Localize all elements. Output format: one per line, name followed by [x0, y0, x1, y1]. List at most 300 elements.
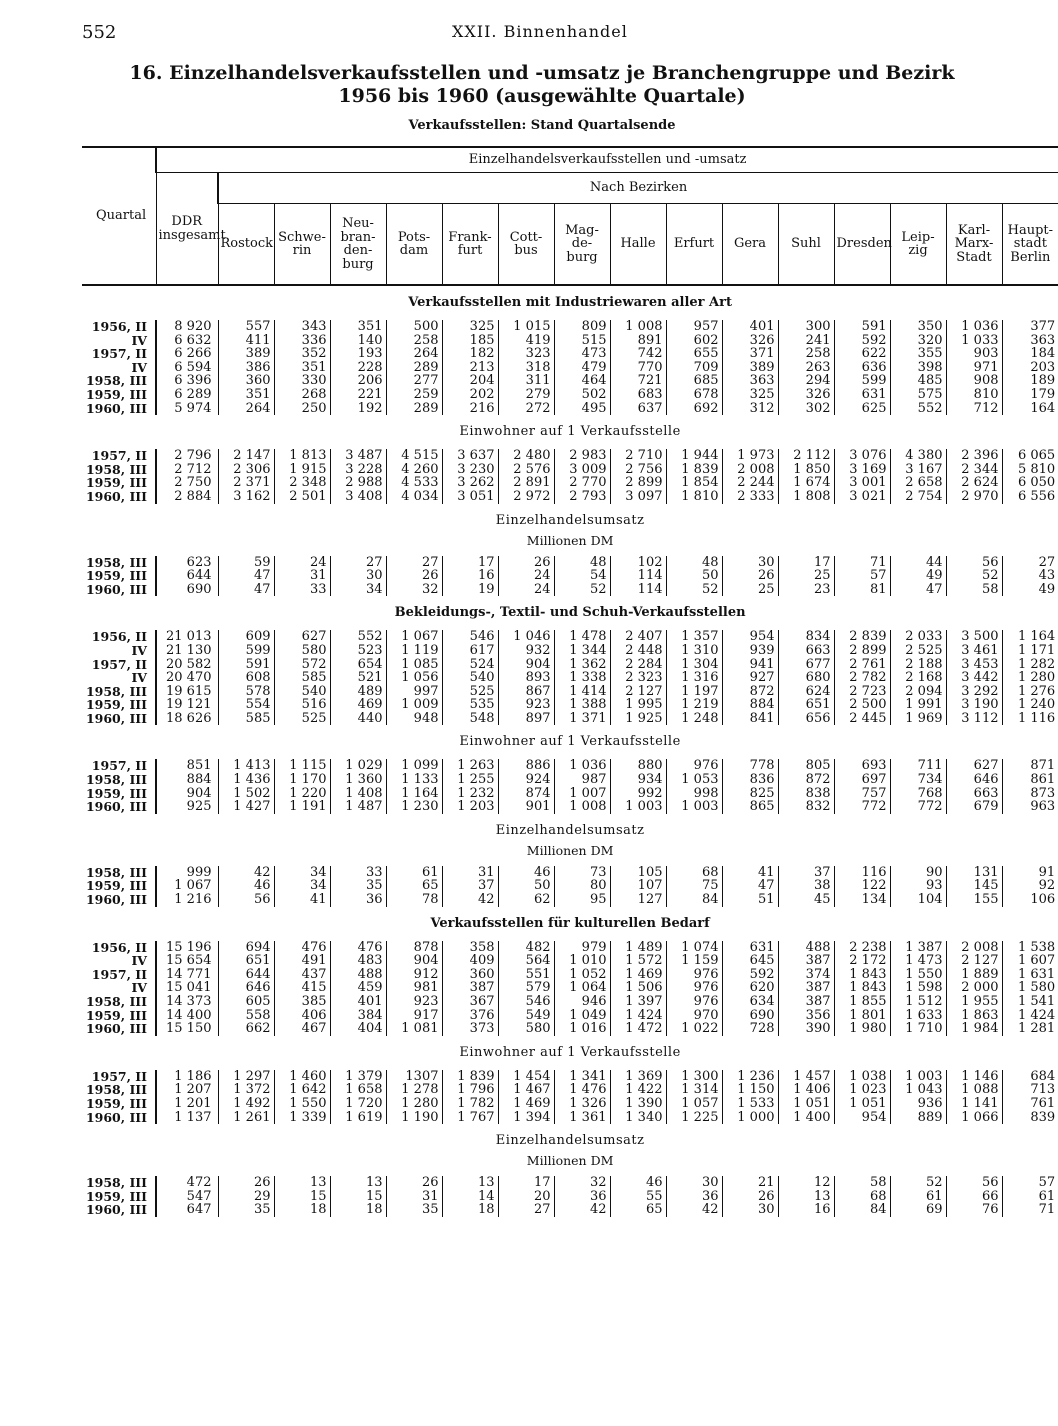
bezirk-value-cell: 1 969 [890, 712, 946, 726]
bezirk-value-cell: 525 [442, 685, 498, 699]
bezirk-value-cell: 351 [330, 320, 386, 334]
bezirk-value-cell: 891 [610, 334, 666, 348]
bezirk-value-cell: 46 [498, 866, 554, 880]
bezirk-value-cell: 924 [498, 773, 554, 787]
bezirk-value-cell: 1 889 [946, 968, 1002, 982]
ddr-total-cell: 6 396 [156, 374, 218, 388]
bezirk-value-cell: 350 [890, 320, 946, 334]
bezirk-value-cell: 1 492 [218, 1097, 274, 1111]
table-row [82, 941, 1058, 955]
bezirk-value-cell: 193 [330, 347, 386, 361]
bezirk-value-cell: 18 [330, 1203, 386, 1217]
bezirk-value-cell: 66 [946, 1190, 1002, 1204]
bezirk-value-cell: 26 [498, 556, 554, 570]
bezirk-value-cell: 479 [554, 361, 610, 375]
bezirk-value-cell: 56 [946, 556, 1002, 570]
quarter-label: 1960, III [85, 400, 147, 416]
bezirk-value-cell: 5 810 [1002, 463, 1058, 477]
header-bezirk-column [554, 204, 610, 286]
bezirk-value-cell: 1 003 [610, 800, 666, 814]
header-bezirk-column [330, 204, 386, 286]
bezirk-value-cell: 387 [442, 981, 498, 995]
bezirk-value-cell: 30 [722, 556, 778, 570]
bezirk-value-cell: 318 [498, 361, 554, 375]
quarter-label: 1959, III [85, 1095, 147, 1111]
bezirk-value-cell: 1 280 [386, 1097, 442, 1111]
quarter-label: 1960, III [85, 710, 147, 726]
bezirk-value-cell: 3 051 [442, 490, 498, 504]
ddr-total-cell: 904 [156, 787, 218, 801]
bezirk-value-cell: 336 [274, 334, 330, 348]
bezirk-value-cell: 1 400 [778, 1111, 834, 1125]
bezirk-value-cell: 1 141 [946, 1097, 1002, 1111]
bezirk-value-cell: 1 387 [890, 941, 946, 955]
bezirk-value-cell: 772 [890, 800, 946, 814]
bezirk-value-cell: 189 [1002, 374, 1058, 388]
bezirk-value-cell: 440 [330, 712, 386, 726]
bezirk-value-cell: 880 [610, 759, 666, 773]
bezirk-value-cell: 645 [722, 954, 778, 968]
bezirk-value-cell: 694 [218, 941, 274, 955]
bezirk-value-cell: 1 038 [834, 1070, 890, 1084]
bezirk-value-cell: 14 [442, 1190, 498, 1204]
bezirk-value-cell: 71 [1002, 1203, 1058, 1217]
bezirk-value-cell: 326 [778, 388, 834, 402]
ddr-total-cell: 15 150 [156, 1022, 218, 1036]
bezirk-value-cell: 873 [1002, 787, 1058, 801]
bezirk-value-cell: 3 500 [946, 630, 1002, 644]
bezirk-value-cell: 3 408 [330, 490, 386, 504]
bezirk-value-cell: 84 [666, 893, 722, 907]
bezirk-value-cell: 998 [666, 787, 722, 801]
bezirk-value-cell: 1 991 [890, 698, 946, 712]
bezirk-value-cell: 970 [666, 1009, 722, 1023]
bezirk-value-cell: 401 [330, 995, 386, 1009]
bezirk-value-cell: 488 [778, 941, 834, 955]
bezirk-value-cell: 1 801 [834, 1009, 890, 1023]
bezirk-value-cell: 1 360 [330, 773, 386, 787]
bezirk-value-cell: 102 [610, 556, 666, 570]
ddr-total-cell: 15 654 [156, 954, 218, 968]
bezirk-value-cell: 1 473 [890, 954, 946, 968]
bezirk-value-cell: 1 314 [666, 1083, 722, 1097]
bezirk-value-cell: 1 406 [778, 1083, 834, 1097]
header-bezirk-column [946, 204, 1002, 286]
bezirk-value-cell: 360 [442, 968, 498, 982]
bezirk-value-cell: 2 396 [946, 449, 1002, 463]
bezirk-value-cell: 13 [330, 1176, 386, 1190]
table-row [82, 1176, 1058, 1190]
bezirk-value-cell: 631 [834, 388, 890, 402]
ddr-total-cell: 20 582 [156, 658, 218, 672]
bezirk-value-cell: 52 [890, 1176, 946, 1190]
bezirk-value-cell: 3 076 [834, 449, 890, 463]
bezirk-value-cell: 93 [890, 879, 946, 893]
quarter-label: 1958, III [85, 683, 147, 699]
bezirk-value-cell: 2 127 [610, 685, 666, 699]
ddr-total-cell: 14 373 [156, 995, 218, 1009]
bezirk-value-cell: 258 [778, 347, 834, 361]
bezirk-value-cell: 1 085 [386, 658, 442, 672]
bezirk-value-cell: 34 [330, 583, 386, 597]
bezirk-value-cell: 2 983 [554, 449, 610, 463]
bezirk-value-cell: 1 056 [386, 671, 442, 685]
bezirk-value-cell: 1 220 [274, 787, 330, 801]
bezirk-value-cell: 540 [442, 671, 498, 685]
bezirk-value-cell: 599 [218, 644, 274, 658]
ddr-total-cell: 5 974 [156, 402, 218, 416]
bezirk-value-cell: 1 133 [386, 773, 442, 787]
bezirk-value-cell: 491 [274, 954, 330, 968]
bezirk-value-cell: 1 232 [442, 787, 498, 801]
bezirk-value-cell: 549 [498, 1009, 554, 1023]
ddr-total-cell: 15 196 [156, 941, 218, 955]
bezirk-value-cell: 2 899 [834, 644, 890, 658]
bezirk-value-cell: 654 [330, 658, 386, 672]
header-bezirk-label: Karl- Marx- Stadt [954, 222, 994, 265]
bezirk-value-cell: 1 074 [666, 941, 722, 955]
bezirk-value-cell: 21 [722, 1176, 778, 1190]
table-row [82, 1097, 1058, 1111]
bezirk-value-cell: 757 [834, 787, 890, 801]
bezirk-value-cell: 4 380 [890, 449, 946, 463]
bezirk-value-cell: 523 [330, 644, 386, 658]
bezirk-value-cell: 591 [218, 658, 274, 672]
bezirk-value-cell: 886 [498, 759, 554, 773]
bezirk-value-cell: 2 008 [722, 463, 778, 477]
bezirk-value-cell: 1 379 [330, 1070, 386, 1084]
table-row [82, 879, 1058, 893]
bezirk-value-cell: 264 [386, 347, 442, 361]
bezirk-value-cell: 65 [610, 1203, 666, 1217]
bezirk-value-cell: 2 323 [610, 671, 666, 685]
table-row [82, 320, 1058, 334]
bezirk-value-cell: 1 159 [666, 954, 722, 968]
bezirk-value-cell: 625 [834, 402, 890, 416]
ddr-total-cell: 2 884 [156, 490, 218, 504]
bezirk-value-cell: 1 414 [554, 685, 610, 699]
header-bezirk-column [218, 204, 274, 286]
header-main: Einzelhandelsverkaufsstellen und -umsatz [156, 147, 1058, 173]
bezirk-value-cell: 1 538 [1002, 941, 1058, 955]
bezirk-value-cell: 535 [442, 698, 498, 712]
bezirk-value-cell: 15 [330, 1190, 386, 1204]
bezirk-value-cell: 761 [1002, 1097, 1058, 1111]
bezirk-value-cell: 2 344 [946, 463, 1002, 477]
bezirk-value-cell: 948 [386, 712, 442, 726]
bezirk-value-cell: 865 [722, 800, 778, 814]
bezirk-value-cell: 1 476 [554, 1083, 610, 1097]
ddr-total-cell: 1 207 [156, 1083, 218, 1097]
bezirk-value-cell: 976 [666, 759, 722, 773]
bezirk-value-cell: 1 316 [666, 671, 722, 685]
bezirk-value-cell: 957 [666, 320, 722, 334]
bezirk-value-cell: 4 034 [386, 490, 442, 504]
bezirk-value-cell: 1 541 [1002, 995, 1058, 1009]
bezirk-value-cell: 2 306 [218, 463, 274, 477]
bezirk-value-cell: 15 [274, 1190, 330, 1204]
bezirk-value-cell: 1 372 [218, 1083, 274, 1097]
subsection-heading [82, 1036, 1058, 1064]
subsection-heading-text: Einwohner auf 1 Verkaufsstelle [459, 424, 681, 440]
bezirk-value-cell: 713 [1002, 1083, 1058, 1097]
bezirk-value-cell: 954 [722, 630, 778, 644]
bezirk-value-cell: 264 [218, 402, 274, 416]
bezirk-value-cell: 1 397 [610, 995, 666, 1009]
bezirk-value-cell: 839 [1002, 1111, 1058, 1125]
bezirk-value-cell: 834 [778, 630, 834, 644]
bezirk-value-cell: 1 081 [386, 1022, 442, 1036]
bezirk-value-cell: 42 [666, 1203, 722, 1217]
bezirk-value-cell: 326 [722, 334, 778, 348]
running-head: XXII. Binnenhandel [452, 22, 628, 41]
bezirk-value-cell: 16 [442, 569, 498, 583]
ddr-total-cell: 925 [156, 800, 218, 814]
bezirk-value-cell: 1 487 [330, 800, 386, 814]
bezirk-value-cell: 47 [218, 583, 274, 597]
bezirk-value-cell: 1 460 [274, 1070, 330, 1084]
bezirk-value-cell: 2 839 [834, 630, 890, 644]
bezirk-value-cell: 35 [330, 879, 386, 893]
bezirk-value-cell: 204 [442, 374, 498, 388]
subsection-heading [82, 504, 1058, 532]
ddr-total-cell: 472 [156, 1176, 218, 1190]
bezirk-value-cell: 1 033 [946, 334, 1002, 348]
bezirk-value-cell: 61 [890, 1190, 946, 1204]
bezirk-value-cell: 923 [498, 698, 554, 712]
bezirk-value-cell: 552 [330, 630, 386, 644]
bezirk-value-cell: 711 [890, 759, 946, 773]
subsection-heading-text: Einwohner auf 1 Verkaufsstelle [459, 734, 681, 750]
bezirk-value-cell: 1 796 [442, 1083, 498, 1097]
bezirk-value-cell: 1 489 [610, 941, 666, 955]
bezirk-value-cell: 1 341 [554, 1070, 610, 1084]
bezirk-value-cell: 2 525 [890, 644, 946, 658]
bezirk-value-cell: 41 [274, 893, 330, 907]
bezirk-value-cell: 216 [442, 402, 498, 416]
bezirk-value-cell: 683 [610, 388, 666, 402]
bezirk-value-cell: 551 [498, 968, 554, 982]
header-bezirk-label: Schwe- rin [278, 229, 326, 258]
bezirk-value-cell: 71 [834, 556, 890, 570]
bezirk-value-cell: 114 [610, 569, 666, 583]
bezirk-value-cell: 1 457 [778, 1070, 834, 1084]
bezirk-value-cell: 3 442 [946, 671, 1002, 685]
bezirk-value-cell: 127 [610, 893, 666, 907]
bezirk-value-cell: 65 [386, 879, 442, 893]
quarter-label: 1956, II [91, 629, 147, 645]
table-row [82, 759, 1058, 773]
quarter-label: 1956, II [91, 939, 147, 955]
section-heading-text: Bekleidungs-, Textil- und Schuh-Verkaufsstellen [394, 605, 746, 621]
bezirk-value-cell: 692 [666, 402, 722, 416]
bezirk-value-cell: 351 [274, 361, 330, 375]
bezirk-value-cell: 228 [330, 361, 386, 375]
bezirk-value-cell: 377 [1002, 320, 1058, 334]
bezirk-value-cell: 325 [722, 388, 778, 402]
bezirk-value-cell: 1 150 [722, 1083, 778, 1097]
header-bezirk-label: Rostock [220, 236, 273, 252]
bezirk-value-cell: 770 [610, 361, 666, 375]
bezirk-value-cell: 884 [722, 698, 778, 712]
table-row [82, 866, 1058, 880]
bezirk-value-cell: 469 [330, 698, 386, 712]
bezirk-value-cell: 1 839 [666, 463, 722, 477]
bezirk-value-cell: 1 191 [274, 800, 330, 814]
bezirk-value-cell: 360 [218, 374, 274, 388]
bezirk-value-cell: 592 [722, 968, 778, 982]
unit-label [82, 1152, 1058, 1170]
bezirk-value-cell: 1 658 [330, 1083, 386, 1097]
bezirk-value-cell: 2 112 [778, 449, 834, 463]
bezirk-value-cell: 31 [442, 866, 498, 880]
bezirk-value-cell: 107 [610, 879, 666, 893]
bezirk-value-cell: 1 164 [1002, 630, 1058, 644]
bezirk-value-cell: 68 [834, 1190, 890, 1204]
header-bezirk-column [666, 204, 722, 286]
ddr-total-cell: 8 920 [156, 320, 218, 334]
bezirk-value-cell: 3 001 [834, 476, 890, 490]
bezirk-value-cell: 1 116 [1002, 712, 1058, 726]
bezirk-value-cell: 36 [330, 893, 386, 907]
ddr-total-cell: 1 201 [156, 1097, 218, 1111]
bezirk-value-cell: 1 388 [554, 698, 610, 712]
bezirk-value-cell: 656 [778, 712, 834, 726]
bezirk-value-cell: 939 [722, 644, 778, 658]
bezirk-value-cell: 2 238 [834, 941, 890, 955]
bezirk-value-cell: 1 854 [666, 476, 722, 490]
bezirk-value-cell: 941 [722, 658, 778, 672]
bezirk-value-cell: 363 [1002, 334, 1058, 348]
header-bezirk-column [498, 204, 554, 286]
table-row [82, 374, 1058, 388]
bezirk-value-cell: 203 [1002, 361, 1058, 375]
bezirk-value-cell: 26 [722, 1190, 778, 1204]
bezirk-value-cell: 599 [834, 374, 890, 388]
bezirk-value-cell: 1 007 [554, 787, 610, 801]
bezirk-value-cell: 52 [666, 583, 722, 597]
bezirk-value-cell: 3 009 [554, 463, 610, 477]
bezirk-value-cell: 1 782 [442, 1097, 498, 1111]
bezirk-value-cell: 3 262 [442, 476, 498, 490]
ddr-total-cell: 6 632 [156, 334, 218, 348]
header-bezirk-label: Mag- de- burg [565, 222, 599, 265]
bezirk-value-cell: 1 344 [554, 644, 610, 658]
bezirk-value-cell: 636 [834, 361, 890, 375]
bezirk-value-cell: 1 119 [386, 644, 442, 658]
table-row [82, 1203, 1058, 1217]
quarter-label: 1957, II [91, 1068, 147, 1084]
bezirk-value-cell: 30 [330, 569, 386, 583]
bezirk-value-cell: 515 [554, 334, 610, 348]
table-row [82, 685, 1058, 699]
ddr-total-cell: 6 594 [156, 361, 218, 375]
bezirk-value-cell: 1 009 [386, 698, 442, 712]
bezirk-value-cell: 2 723 [834, 685, 890, 699]
bezirk-value-cell: 18 [274, 1203, 330, 1217]
bezirk-value-cell: 1 051 [778, 1097, 834, 1111]
bezirk-value-cell: 1 304 [666, 658, 722, 672]
bezirk-value-cell: 213 [442, 361, 498, 375]
bezirk-value-cell: 33 [330, 866, 386, 880]
quarter-label: 1960, III [85, 1021, 147, 1037]
bezirk-value-cell: 1 240 [1002, 698, 1058, 712]
bezirk-value-cell: 37 [442, 879, 498, 893]
page-number: 552 [82, 22, 117, 43]
bezirk-value-cell: 35 [218, 1203, 274, 1217]
bezirk-value-cell: 367 [442, 995, 498, 1009]
bezirk-value-cell: 19 [442, 583, 498, 597]
bezirk-value-cell: 384 [330, 1009, 386, 1023]
bezirk-value-cell: 742 [610, 347, 666, 361]
bezirk-value-cell: 32 [386, 583, 442, 597]
bezirk-value-cell: 41 [722, 866, 778, 880]
bezirk-value-cell: 976 [666, 995, 722, 1009]
bezirk-value-cell: 54 [554, 569, 610, 583]
bezirk-value-cell: 1 424 [610, 1009, 666, 1023]
bezirk-value-cell: 1 413 [218, 759, 274, 773]
bezirk-value-cell: 24 [274, 556, 330, 570]
quarter-label: 1959, III [85, 386, 147, 402]
bezirk-value-cell: 768 [890, 787, 946, 801]
bezirk-value-cell: 47 [218, 569, 274, 583]
unit-label-text: Millionen DM [526, 1153, 614, 1169]
table-row [82, 773, 1058, 787]
bezirk-value-cell: 572 [274, 658, 330, 672]
bezirk-value-cell: 488 [330, 968, 386, 982]
bezirk-value-cell: 979 [554, 941, 610, 955]
bezirk-value-cell: 637 [610, 402, 666, 416]
bezirk-value-cell: 644 [218, 968, 274, 982]
header-bezirk-label: Cott- bus [509, 229, 543, 258]
bezirk-value-cell: 2 172 [834, 954, 890, 968]
bezirk-value-cell: 684 [1002, 1070, 1058, 1084]
bezirk-value-cell: 323 [498, 347, 554, 361]
bezirk-value-cell: 997 [386, 685, 442, 699]
bezirk-value-cell: 1 506 [610, 981, 666, 995]
bezirk-value-cell: 58 [834, 1176, 890, 1190]
header-bezirk-column [442, 204, 498, 286]
bezirk-value-cell: 1 300 [666, 1070, 722, 1084]
bezirk-value-cell: 1 326 [554, 1097, 610, 1111]
bezirk-value-cell: 1 915 [274, 463, 330, 477]
bezirk-value-cell: 1 839 [442, 1070, 498, 1084]
bezirk-value-cell: 33 [274, 583, 330, 597]
bezirk-value-cell: 6 556 [1002, 490, 1058, 504]
quarter-label: 1958, III [85, 554, 147, 570]
bezirk-value-cell: 140 [330, 334, 386, 348]
quarter-label: 1959, III [85, 475, 147, 491]
bezirk-value-cell: 1 115 [274, 759, 330, 773]
bezirk-value-cell: 1 282 [1002, 658, 1058, 672]
table-row [82, 347, 1058, 361]
bezirk-value-cell: 2 793 [554, 490, 610, 504]
quarter-label: 1957, II [91, 448, 147, 464]
bezirk-value-cell: 26 [722, 569, 778, 583]
header-quartal: Quartal [82, 147, 156, 285]
bezirk-value-cell: 2 782 [834, 671, 890, 685]
bezirk-value-cell: 591 [834, 320, 890, 334]
unit-label [82, 842, 1058, 860]
bezirk-value-cell: 1 190 [386, 1111, 442, 1125]
bezirk-value-cell: 62 [498, 893, 554, 907]
subsection-heading-text: Einzelhandelsumsatz [495, 512, 645, 528]
bezirk-value-cell: 552 [890, 402, 946, 416]
header-bezirk-column [778, 204, 834, 286]
bezirk-value-cell: 105 [610, 866, 666, 880]
bezirk-value-cell: 311 [498, 374, 554, 388]
bezirk-value-cell: 184 [1002, 347, 1058, 361]
